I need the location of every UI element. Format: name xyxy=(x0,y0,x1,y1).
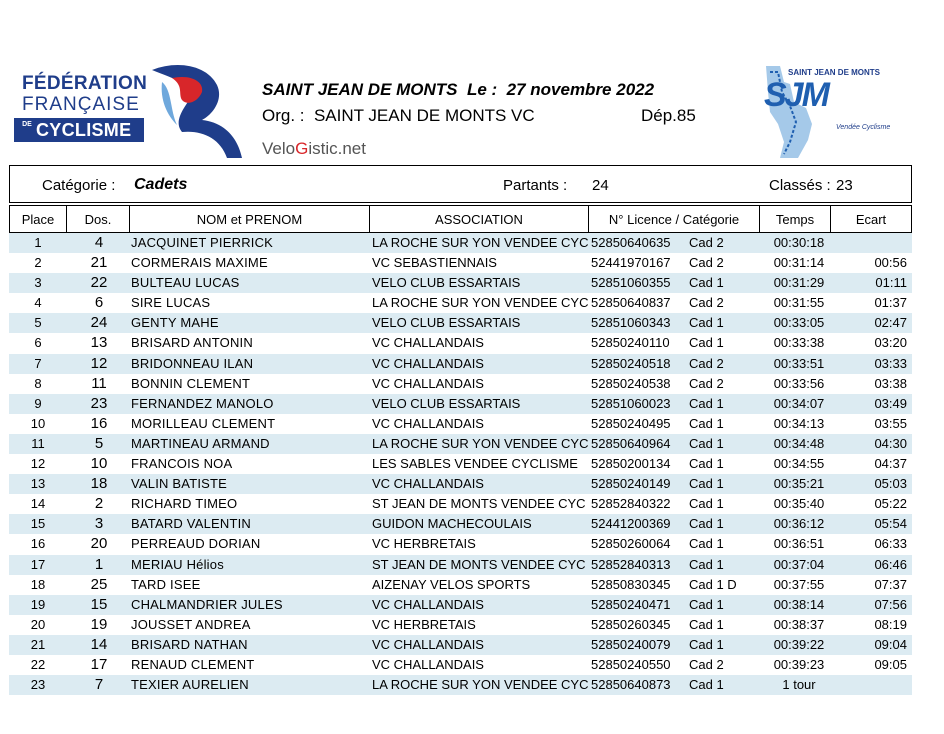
cell-place: 18 xyxy=(30,576,46,592)
cell-association: ST JEAN DE MONTS VENDEE CYC xyxy=(372,556,586,572)
cell-dossard: 19 xyxy=(90,615,108,633)
cell-dossard: 20 xyxy=(90,535,108,553)
cell-dossard: 4 xyxy=(94,234,104,251)
classes-label: Classés : xyxy=(769,177,831,194)
table-row xyxy=(9,354,912,374)
cell-licence: 52441200369 xyxy=(591,516,671,532)
cell-dossard: 7 xyxy=(94,676,104,694)
cell-time: 00:33:38 xyxy=(773,335,825,351)
cell-licence: 52441970167 xyxy=(591,255,671,271)
cell-gap: 03:20 xyxy=(874,335,907,351)
sjm-logo-top: SAINT JEAN DE MONTS xyxy=(788,68,881,77)
ffc-logo-line1: FÉDÉRATION xyxy=(22,73,148,94)
cell-licence: 52850240538 xyxy=(591,375,671,391)
cell-licence: 52851060023 xyxy=(591,395,671,411)
velogistic-part2: istic.net xyxy=(308,139,366,158)
cell-time: 00:38:37 xyxy=(773,616,825,632)
cell-name: MERIAU Hélios xyxy=(131,556,224,572)
cell-association: VC HERBRETAIS xyxy=(372,616,476,632)
cell-category: Cad 2 xyxy=(689,295,724,311)
table-row xyxy=(9,253,912,273)
cell-category: Cad 1 xyxy=(689,556,724,572)
cell-dossard: 21 xyxy=(90,254,108,272)
cell-licence: 52850200134 xyxy=(591,456,671,472)
cell-time: 00:39:22 xyxy=(773,636,825,652)
cell-association: LA ROCHE SUR YON VENDEE CYC xyxy=(372,677,589,693)
cell-time: 00:34:13 xyxy=(773,415,825,431)
cell-category: Cad 1 xyxy=(689,596,724,612)
cell-place: 20 xyxy=(30,616,46,632)
table-row xyxy=(9,414,912,434)
header-place: Place xyxy=(9,205,67,233)
header-dossard: Dos. xyxy=(66,205,130,233)
cell-association: VC CHALLANDAIS xyxy=(372,476,484,492)
sjm-logo-letters: SJM xyxy=(764,76,828,114)
cell-place: 1 xyxy=(34,235,42,250)
cell-category: Cad 1 xyxy=(689,536,724,552)
cell-place: 16 xyxy=(30,536,46,552)
cell-place: 22 xyxy=(30,656,46,672)
cell-place: 23 xyxy=(30,677,46,693)
table-row xyxy=(9,273,912,293)
cell-place: 17 xyxy=(30,556,46,572)
cell-name: BRISARD NATHAN xyxy=(131,636,248,652)
category-value: Cadets xyxy=(134,176,188,193)
cell-category: Cad 1 xyxy=(689,476,724,492)
cell-association: GUIDON MACHECOULAIS xyxy=(372,516,532,532)
cell-association: VC HERBRETAIS xyxy=(372,536,476,552)
cell-category: Cad 1 xyxy=(689,516,724,532)
cell-time: 00:38:14 xyxy=(773,596,825,612)
cell-licence: 52850830345 xyxy=(591,576,671,592)
ffc-logo-de: DE xyxy=(22,121,32,128)
cell-place: 3 xyxy=(34,275,42,291)
cell-category: Cad 1 xyxy=(689,275,724,291)
cell-category: Cad 1 xyxy=(689,395,724,411)
cell-dossard: 25 xyxy=(90,575,108,593)
cell-place: 7 xyxy=(34,355,42,371)
cell-licence: 52851060343 xyxy=(591,315,671,331)
ffc-logo-line3: CYCLISME xyxy=(36,120,132,140)
cell-licence: 52850640964 xyxy=(591,435,671,451)
cell-category: Cad 2 xyxy=(689,255,724,271)
cell-name: FRANCOIS NOA xyxy=(131,456,233,472)
cell-dossard: 17 xyxy=(90,655,108,673)
cell-association: VC CHALLANDAIS xyxy=(372,355,484,371)
cell-association: VELO CLUB ESSARTAIS xyxy=(372,395,521,411)
cell-association: VC CHALLANDAIS xyxy=(372,375,484,391)
cell-licence: 52850640635 xyxy=(591,235,671,250)
table-row xyxy=(9,394,912,414)
cell-name: CORMERAIS MAXIME xyxy=(131,255,268,271)
sjm-logo xyxy=(760,62,895,162)
category-label: Catégorie : xyxy=(42,177,116,194)
cell-association: VC CHALLANDAIS xyxy=(372,335,484,351)
cell-time: 00:35:21 xyxy=(773,476,825,492)
velogistic-part1: Velo xyxy=(262,139,296,158)
header-gap: Ecart xyxy=(830,205,912,233)
cell-category: Cad 1 xyxy=(689,415,724,431)
cell-dossard: 22 xyxy=(90,274,108,292)
cell-gap: 01:37 xyxy=(874,295,907,311)
cell-association: ST JEAN DE MONTS VENDEE CYC xyxy=(372,496,586,512)
table-row xyxy=(9,595,912,615)
header-time: Temps xyxy=(759,205,831,233)
cell-category: Cad 2 xyxy=(689,375,724,391)
table-row xyxy=(9,293,912,313)
velogistic-brand xyxy=(262,139,366,159)
cell-time: 00:31:14 xyxy=(773,255,825,271)
cell-category: Cad 2 xyxy=(689,656,724,672)
cell-association: AIZENAY VELOS SPORTS xyxy=(372,576,531,592)
cell-gap: 09:04 xyxy=(874,636,907,652)
table-row xyxy=(9,514,912,534)
table-row xyxy=(9,655,912,675)
table-row xyxy=(9,333,912,353)
cell-name: JOUSSET ANDREA xyxy=(131,616,251,632)
cell-association: VELO CLUB ESSARTAIS xyxy=(372,275,521,291)
cell-gap: 04:30 xyxy=(874,435,907,451)
cell-gap: 00:56 xyxy=(874,255,907,271)
event-organizer: Org. : SAINT JEAN DE MONTS VC xyxy=(262,106,535,125)
cell-time: 1 tour xyxy=(782,677,816,693)
cell-time: 00:36:12 xyxy=(773,516,825,532)
cell-licence: 52850260345 xyxy=(591,616,671,632)
cell-dossard: 3 xyxy=(94,515,104,533)
cell-category: Cad 1 xyxy=(689,636,724,652)
cell-dossard: 18 xyxy=(90,475,108,493)
cell-gap: 03:55 xyxy=(874,415,907,431)
table-row xyxy=(9,575,912,595)
cell-name: BRISARD ANTONIN xyxy=(131,335,253,351)
cell-place: 5 xyxy=(34,315,42,331)
cell-name: CHALMANDRIER JULES xyxy=(131,596,283,612)
cell-dossard: 12 xyxy=(90,354,108,372)
cell-name: BONNIN CLEMENT xyxy=(131,375,251,391)
cell-place: 12 xyxy=(30,456,46,472)
cell-name: BRIDONNEAU ILAN xyxy=(131,355,254,371)
cell-name: BATARD VALENTIN xyxy=(131,516,252,532)
cell-category: Cad 1 D xyxy=(689,576,737,592)
cell-dossard: 5 xyxy=(94,434,104,452)
cell-gap: 03:38 xyxy=(874,375,907,391)
cell-time: 00:33:05 xyxy=(773,315,825,331)
cell-gap: 07:56 xyxy=(874,596,907,612)
cell-licence: 52850640837 xyxy=(591,295,671,311)
cell-dossard: 23 xyxy=(90,394,108,412)
results-table-header xyxy=(9,205,912,233)
cell-time: 00:33:51 xyxy=(773,355,825,371)
cell-place: 13 xyxy=(30,476,46,492)
cell-time: 00:34:55 xyxy=(773,456,825,472)
cell-category: Cad 1 xyxy=(689,315,724,331)
cell-time: 00:36:51 xyxy=(773,536,825,552)
header-name: NOM et PRENOM xyxy=(129,205,370,233)
ffc-swoosh-icon xyxy=(132,60,247,160)
cell-name: MORILLEAU CLEMENT xyxy=(131,415,276,431)
cell-gap: 09:05 xyxy=(874,656,907,672)
cell-licence: 52850240110 xyxy=(591,335,670,351)
cell-name: SIRE LUCAS xyxy=(131,295,211,311)
cell-association: LA ROCHE SUR YON VENDEE CYC xyxy=(372,235,589,250)
sjm-logo-subtitle: Vendée Cyclisme xyxy=(836,124,891,131)
ffc-logo xyxy=(14,60,244,160)
cell-gap: 05:54 xyxy=(874,516,907,532)
cell-time: 00:37:55 xyxy=(773,576,825,592)
cell-place: 15 xyxy=(30,516,46,532)
cell-dossard: 14 xyxy=(90,635,108,653)
cell-time: 00:34:07 xyxy=(773,395,825,411)
cell-place: 4 xyxy=(34,295,42,311)
velogistic-g: G xyxy=(295,139,309,158)
cell-name: TEXIER AURELIEN xyxy=(131,677,249,693)
cell-association: VC CHALLANDAIS xyxy=(372,636,484,652)
table-row xyxy=(9,474,912,494)
table-row xyxy=(9,555,912,575)
results-table-body xyxy=(9,233,912,695)
table-row xyxy=(9,434,912,454)
cell-association: VELO CLUB ESSARTAIS xyxy=(372,315,521,331)
cell-place: 14 xyxy=(30,496,46,512)
cell-dossard: 6 xyxy=(94,294,104,312)
table-row xyxy=(9,233,912,253)
cell-dossard: 13 xyxy=(90,334,108,352)
cell-dossard: 24 xyxy=(90,314,108,332)
cell-place: 11 xyxy=(31,435,45,451)
cell-place: 9 xyxy=(34,395,42,411)
cell-association: LA ROCHE SUR YON VENDEE CYC xyxy=(372,435,589,451)
cell-place: 2 xyxy=(34,255,42,271)
table-row xyxy=(9,615,912,635)
cell-gap: 05:22 xyxy=(874,496,907,512)
cell-category: Cad 2 xyxy=(689,355,724,371)
cell-licence: 52850240550 xyxy=(591,656,671,672)
cell-licence: 52850240518 xyxy=(591,355,671,371)
cell-gap: 04:37 xyxy=(874,456,907,472)
ffc-logo-line2: FRANÇAISE xyxy=(22,94,140,115)
cell-time: 00:39:23 xyxy=(773,656,825,672)
cell-licence: 52850240079 xyxy=(591,636,671,652)
cell-association: VC CHALLANDAIS xyxy=(372,596,484,612)
cell-time: 00:31:29 xyxy=(773,275,825,291)
cell-gap: 08:19 xyxy=(874,616,907,632)
cell-name: GENTY MAHE xyxy=(131,315,219,331)
partants-value: 24 xyxy=(592,177,609,194)
cell-licence: 52850260064 xyxy=(591,536,671,552)
cell-name: RICHARD TIMEO xyxy=(131,496,238,512)
event-title: SAINT JEAN DE MONTS Le : 27 novembre 2022 xyxy=(262,80,655,99)
cell-category: Cad 1 xyxy=(689,335,724,351)
cell-gap: 06:33 xyxy=(874,536,907,552)
table-row xyxy=(9,534,912,554)
cell-licence: 52850240495 xyxy=(591,415,671,431)
cell-dossard: 15 xyxy=(90,595,108,613)
table-row xyxy=(9,313,912,333)
cell-category: Cad 1 xyxy=(689,496,724,512)
cell-gap: 01:11 xyxy=(875,275,907,291)
cell-name: JACQUINET PIERRICK xyxy=(131,235,274,250)
cell-association: VC CHALLANDAIS xyxy=(372,656,484,672)
cell-time: 00:33:56 xyxy=(773,375,825,391)
cell-licence: 52852840313 xyxy=(591,556,671,572)
cell-place: 10 xyxy=(30,415,46,431)
cell-gap: 07:37 xyxy=(874,576,907,592)
category-summary xyxy=(9,165,912,203)
cell-association: LA ROCHE SUR YON VENDEE CYC xyxy=(372,295,589,311)
cell-time: 00:37:04 xyxy=(773,556,825,572)
cell-name: PERREAUD DORIAN xyxy=(131,536,261,552)
cell-name: MARTINEAU ARMAND xyxy=(131,435,270,451)
cell-time: 00:34:48 xyxy=(773,435,825,451)
table-row xyxy=(9,675,912,695)
cell-name: RENAUD CLEMENT xyxy=(131,656,255,672)
cell-dossard: 1 xyxy=(94,555,104,573)
cell-licence: 52852840322 xyxy=(591,496,671,512)
cell-time: 00:30:18 xyxy=(773,235,825,250)
cell-name: TARD ISEE xyxy=(131,576,201,592)
cell-name: VALIN BATISTE xyxy=(131,476,228,492)
table-row xyxy=(9,494,912,514)
header-licence: N° Licence / Catégorie xyxy=(588,205,760,233)
cell-category: Cad 1 xyxy=(689,435,724,451)
event-department: Dép.85 xyxy=(641,106,696,125)
cell-licence: 52850240471 xyxy=(591,596,671,612)
cell-dossard: 2 xyxy=(94,495,104,513)
cell-association: VC SEBASTIENNAIS xyxy=(372,255,497,271)
table-row xyxy=(9,374,912,394)
cell-licence: 52851060355 xyxy=(591,275,671,291)
cell-category: Cad 1 xyxy=(689,456,724,472)
cell-licence: 52850640873 xyxy=(591,677,671,693)
cell-dossard: 16 xyxy=(90,414,108,432)
cell-name: FERNANDEZ MANOLO xyxy=(131,395,274,411)
table-row xyxy=(9,635,912,655)
cell-gap: 06:46 xyxy=(874,556,907,572)
cell-time: 00:31:55 xyxy=(773,295,825,311)
cell-gap: 03:33 xyxy=(874,355,907,371)
cell-category: Cad 1 xyxy=(689,677,724,693)
table-row xyxy=(9,454,912,474)
partants-label: Partants : xyxy=(503,177,568,194)
cell-category: Cad 1 xyxy=(689,616,724,632)
cell-time: 00:35:40 xyxy=(773,496,825,512)
header-association: ASSOCIATION xyxy=(369,205,589,233)
classes-value: 23 xyxy=(836,177,853,194)
cell-dossard: 11 xyxy=(91,374,107,392)
cell-category: Cad 2 xyxy=(689,235,724,250)
cell-place: 8 xyxy=(34,375,42,391)
cell-gap: 05:03 xyxy=(874,476,907,492)
cell-place: 19 xyxy=(30,596,46,612)
cell-place: 6 xyxy=(34,335,42,351)
cell-association: LES SABLES VENDEE CYCLISME xyxy=(372,456,578,472)
cell-dossard: 10 xyxy=(90,455,108,473)
cell-association: VC CHALLANDAIS xyxy=(372,415,484,431)
cell-name: BULTEAU LUCAS xyxy=(131,275,240,291)
cell-place: 21 xyxy=(30,636,46,652)
cell-gap: 03:49 xyxy=(874,395,907,411)
cell-gap: 02:47 xyxy=(874,315,907,331)
cell-licence: 52850240149 xyxy=(591,476,671,492)
